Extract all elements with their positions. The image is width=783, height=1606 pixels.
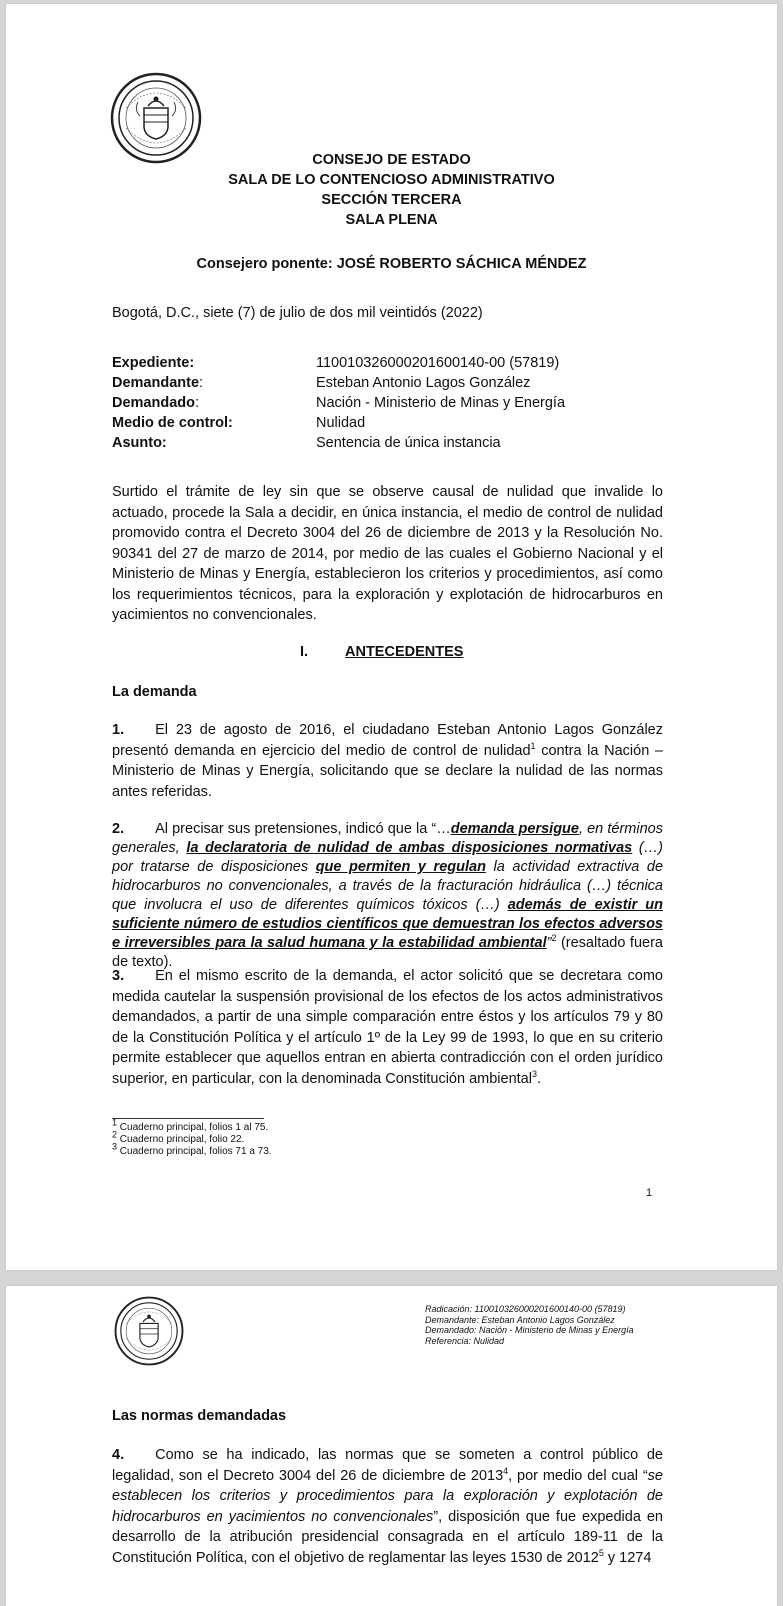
intro-paragraph: Surtido el trámite de ley sin que se observe causal de nulidad que invalide lo actuado, procede la Sala a decidir, en única instancia, el medio de control de nulidad promovido contra el Decreto 3004 del 26 de diciembre de 2013 y la Resolución No. 90341 del 27 de marzo de 2014, por medio de las cuales el Gobierno Nacional y el Ministerio de Minas y Energía, establecieron los criterios y procedimientos, así como los requerimientos técnicos, para la exploración y explotación de hidrocarburos en yacimientos no convencionales. (112, 484, 663, 623)
court-sala: SALA DE LO CONTENCIOSO ADMINISTRATIVO (228, 172, 555, 188)
footnote-ref: 5 (598, 1547, 604, 1558)
section-title: ANTECEDENTES (345, 644, 464, 660)
section-number: I. (300, 644, 309, 660)
republica-de-colombia-seal-icon (114, 1296, 184, 1366)
meta-asunto (112, 435, 672, 455)
meta-demandado (112, 395, 672, 415)
meta-expediente (112, 355, 672, 375)
paragraph-number: 1. (112, 722, 125, 738)
paragraph-3: 3. En el mismo escrito de la demanda, el actor solicitó que se decretara como medida cautelar la suspensión provisional de los efectos de los actos administrativos demandados, a partir de una simple comparación entre éstos y los artículos 79 y 80 de la Constitución Política y el artículo 1º de la Ley 99 de 1993, lo que en su criterio permite establecer que aquellos entran en abierta contradicción con el orden jurídico superior, en particular, con la denominada Constitución ambiental$^3$. (112, 968, 663, 1087)
meta-label: Expediente: (112, 355, 195, 371)
radicacion-header (425, 1304, 665, 1346)
subheading-normas-demandadas: Las normas demandadas (112, 1408, 287, 1424)
meta-value: Nación - Ministerio de Minas y Energía (316, 395, 566, 411)
consejero-ponente: Consejero ponente: JOSÉ ROBERTO SÁCHICA MÉNDEZ (196, 256, 587, 272)
footnote-ref: 2 (551, 933, 557, 944)
paragraph-2: 2. Al precisar sus pretensiones, indicó que la “…demanda persigue, en términos generales, la declaratoria de nulidad de ambas disposiciones normativas (…) por tratarse de disposiciones que permiten y regulan la actividad extractiva de hidrocarburos no convencionales, a través de la fracturación hidráulica (…) técnica que involucra el uso de diferentes químicos tóxicos (…) además de existir un suficiente número de estudios científicos que demuestran los efectos adversos e irreversibles para la salud humana y la estabilidad ambiental”$^2$ (resaltado fuera de texto). (112, 821, 664, 970)
meta-label: Asunto: (112, 435, 167, 451)
paragraph-number: 4. (112, 1447, 125, 1463)
court-sala-plena: SALA PLENA (345, 212, 438, 228)
court-name: CONSEJO DE ESTADO (312, 152, 471, 168)
paragraph-1: 1. El 23 de agosto de 2016, el ciudadano Esteban Antonio Lagos González presentó demanda en ejercicio del medio de control de nulidad$^1$ contra la Nación – Ministerio de Minas y Energía, solicitando que se declare la nulidad de las normas antes referidas. (112, 722, 663, 800)
paragraph-number: 2. (112, 821, 125, 837)
demandado-line: Demandado: Nación - Ministerio de Minas y Energía (425, 1325, 634, 1335)
footnote-ref: 1 (530, 740, 536, 751)
meta-value: Sentencia de única instancia (316, 435, 501, 451)
footnote-divider (112, 1118, 264, 1119)
court-seccion: SECCIÓN TERCERA (321, 192, 462, 208)
paragraph-4: 4. Como se ha indicado, las normas que se someten a control público de legalidad, son el Decreto 3004 del 26 de diciembre de 2013$^4$, por medio del cual “se establecen los criterios y procedimientos para la exploración y explotación de hidrocarburos en yacimientos no convencionales”, disposición que fue expedida en desarrollo de la atribución presidencial consagrada en el artículo 189-11 de la Constitución Política, con el objetivo de reglamentar las leyes 1530 de 2012$^5$ y 1274 (112, 1447, 663, 1566)
meta-label: Demandado: (112, 395, 200, 411)
page-number: 1 (646, 1187, 653, 1199)
document-page-2 (6, 1286, 777, 1606)
meta-medio-control (112, 415, 672, 435)
referencia-line: Referencia: Nulidad (425, 1335, 505, 1346)
footnote-ref: 3 (531, 1068, 537, 1079)
meta-value: 110010326000201600140-00 (57819) (316, 355, 560, 371)
document-page-1 (6, 4, 777, 1270)
radicacion-line: Radicación: 110010326000201600140-00 (57819) (425, 1304, 626, 1314)
footnote-3: $^3$ Cuaderno principal, folios 71 a 73. (112, 1141, 272, 1157)
meta-demandante (112, 375, 672, 395)
footnote-2: $^2$ Cuaderno principal, folio 22. (112, 1129, 245, 1145)
demandante-line: Demandante: Esteban Antonio Lagos González (425, 1314, 615, 1325)
footnote-ref: 4 (503, 1465, 509, 1476)
meta-label: Medio de control: (112, 415, 233, 431)
subheading-la-demanda: La demanda (112, 684, 197, 700)
paragraph-number: 3. (112, 968, 125, 984)
court-header (6, 150, 777, 230)
meta-value: Esteban Antonio Lagos González (316, 375, 531, 391)
document-date: Bogotá, D.C., siete (7) de julio de dos mil veintidós (2022) (112, 305, 483, 321)
meta-label: Demandante: (112, 375, 204, 391)
footnote-1: $^1$ Cuaderno principal, folios 1 al 75. (112, 1117, 269, 1133)
meta-value: Nulidad (316, 415, 366, 431)
